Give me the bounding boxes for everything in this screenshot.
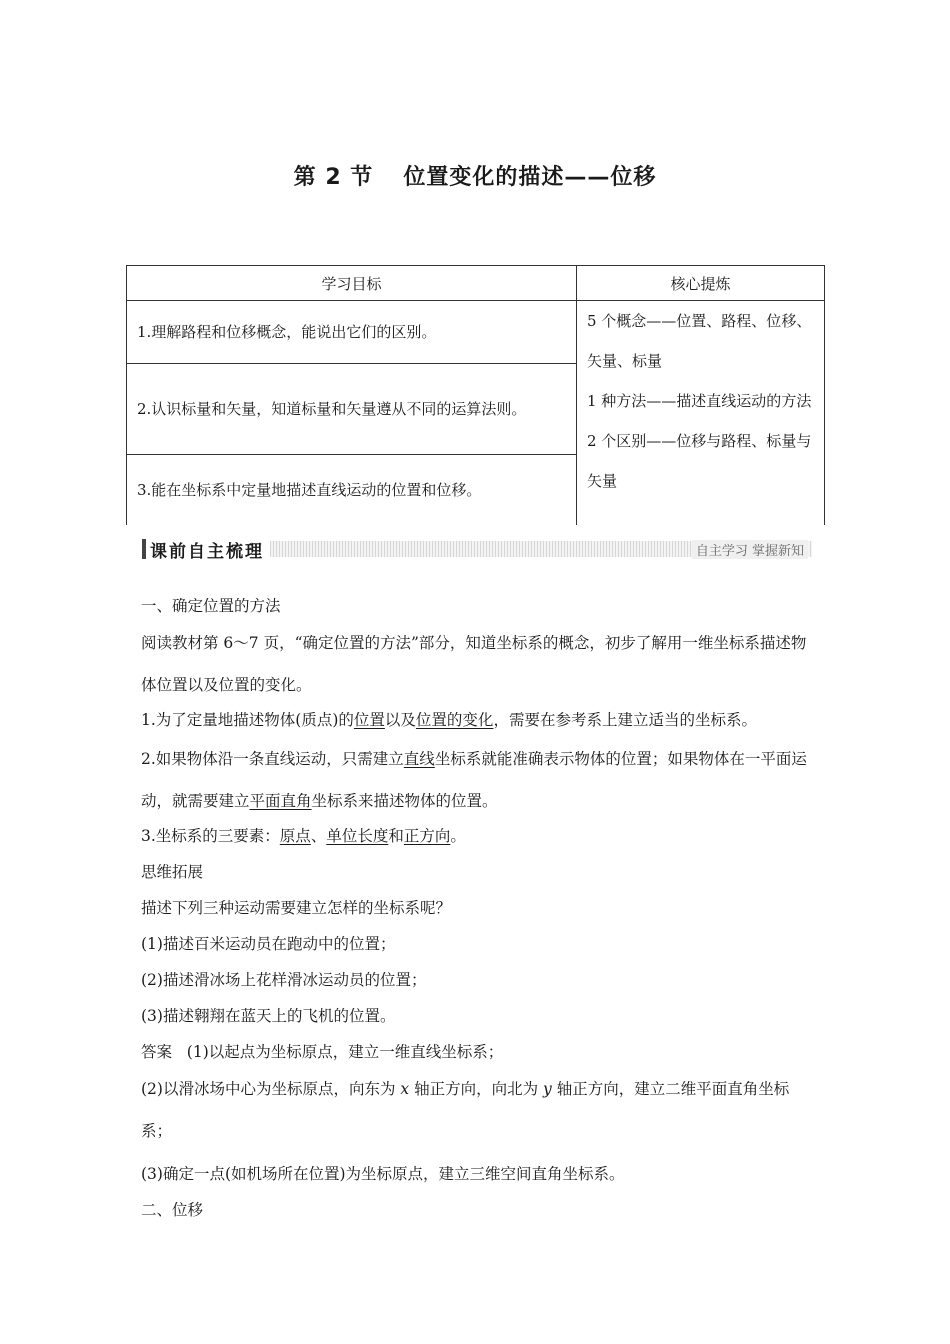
core-item: 1 种方法——描述直线运动的方法 (587, 392, 812, 410)
question-item: (1)描述百米运动员在跑动中的位置； (141, 935, 396, 953)
goal-item: 2.认识标量和矢量，知道标量和矢量遵从不同的运算法则。 (127, 364, 577, 455)
content (141, 592, 816, 1224)
banner-bar (142, 539, 146, 559)
underline-text: 位置的变化 (415, 711, 494, 729)
underline-text: 位置 (353, 711, 385, 729)
goals-header: 学习目标 (127, 266, 577, 301)
answer-1: 答案 (1)以起点为坐标原点，建立一维直线坐标系； (141, 1043, 504, 1061)
question-item: (3)描述翱翔在蓝天上的飞机的位置。 (141, 1007, 396, 1025)
point-1: 1.为了定量地描述物体(质点)的位置以及位置的变化，需要在参考系上建立适当的坐标系。 (141, 711, 757, 729)
core-item: 5 个概念——位置、路程、位移、矢量、标量 (587, 312, 812, 370)
intro-paragraph: 阅读教材第 6～7 页，“确定位置的方法”部分，知道坐标系的概念，初步了解用一维坐标系描述物体位置以及位置的变化。 (141, 634, 807, 694)
page-title (0, 160, 950, 191)
underline-text: 平面直角 (249, 792, 312, 810)
question-item: (2)描述滑冰场上花样滑冰运动员的位置； (141, 971, 427, 989)
section-number: 第 2 节 (293, 165, 374, 190)
section-banner (142, 536, 812, 562)
answer-3: (3)确定一点(如机场所在位置)为坐标原点，建立三维空间直角坐标系。 (141, 1165, 625, 1183)
goal-item: 3.能在坐标系中定量地描述直线运动的位置和位移。 (127, 455, 577, 526)
goals-table (126, 265, 825, 525)
heading-positioning: 一、确定位置的方法 (141, 597, 281, 615)
point-3: 3.坐标系的三要素：原点、单位长度和正方向。 (141, 827, 466, 845)
banner-label: 课前自主梳理 (150, 537, 268, 562)
answer-2: (2)以滑冰场中心为坐标原点，向东为 x 轴正方向，向北为 y 轴正方向，建立二维平面直角坐标系； (141, 1080, 790, 1140)
section-name: 位置变化的描述——位移 (403, 165, 657, 190)
underline-text: 原点 (279, 827, 311, 845)
answer-label: 答案 (141, 1043, 173, 1061)
banner-tag: 自主学习 掌握新知 (692, 540, 808, 559)
core-header: 核心提炼 (577, 266, 825, 301)
heading-displacement: 二、位移 (141, 1201, 204, 1219)
extension-title: 思维拓展 (141, 863, 204, 881)
point-2: 2.如果物体沿一条直线运动，只需建立直线坐标系就能准确表示物体的位置；如果物体在一平面运动，就需要建立平面直角坐标系来描述物体的位置。 (141, 750, 807, 810)
core-item: 2 个区别——位移与路程、标量与矢量 (587, 432, 812, 490)
underline-text: 单位长度 (326, 827, 389, 845)
question: 描述下列三种运动需要建立怎样的坐标系呢？ (141, 899, 452, 917)
underline-text: 直线 (403, 750, 435, 768)
goal-item: 1.理解路程和位移概念，能说出它们的区别。 (127, 301, 577, 364)
core-cell (577, 301, 825, 526)
underline-text: 正方向 (403, 827, 451, 845)
